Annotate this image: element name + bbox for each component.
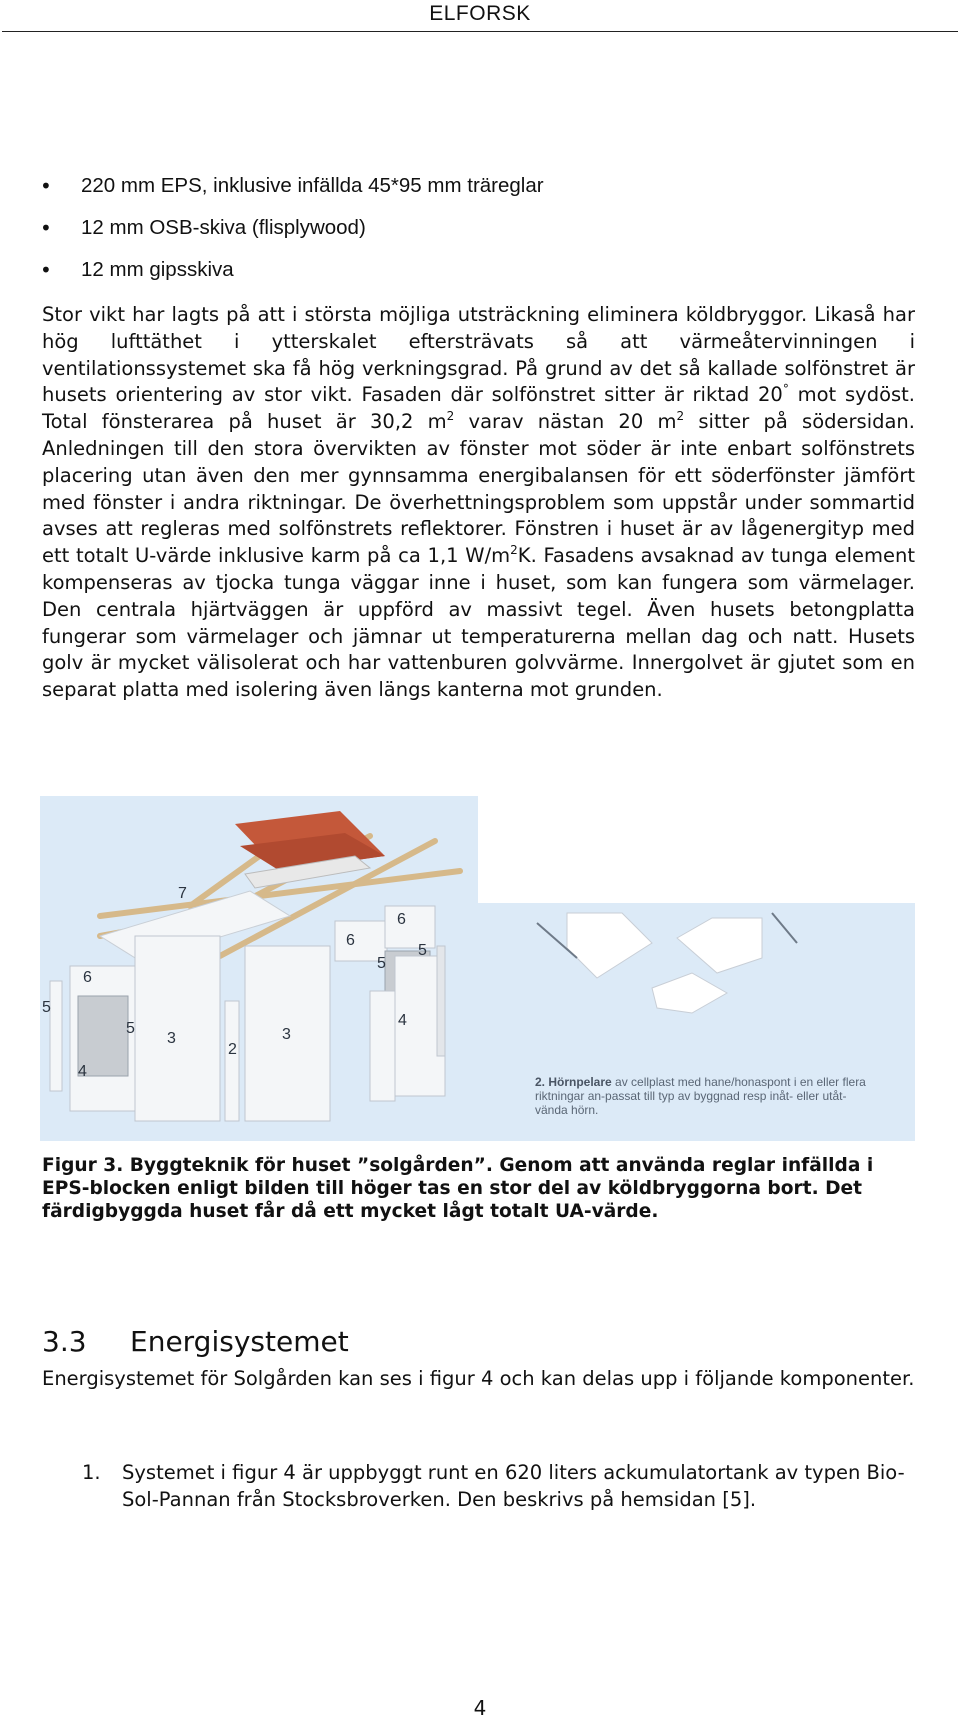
list-item-text: 220 mm EPS, inklusive infällda 45*95 mm träreglar <box>81 174 544 197</box>
figure-label: 6 <box>83 969 92 986</box>
section-title: Energisystemet <box>130 1325 349 1358</box>
superscript: 2 <box>446 409 455 424</box>
figure-label: 4 <box>398 1012 407 1029</box>
superscript: 2 <box>510 543 518 558</box>
header-title: ELFORSK <box>429 2 531 25</box>
body-paragraph: Energisystemet för Solgården kan ses i figur 4 och kan delas upp i följande komponenter. <box>42 1367 915 1390</box>
section-heading <box>42 1325 349 1358</box>
paragraph-text: K. Fasadens avsaknad av tunga element kompenseras av tjocka tunga väggar inne i huset, som kan fungera som värmelager. Den centrala hjärtväggen är uppförd av massivt tegel. Även husets betongplatta fungerar som värmelager och jämnar ut temperaturerna mellan dag och natt. Husets golv är mycket välisolerat och har vattenburen golvvärme. Innergolvet är gjutet som en separat platta med isolering även längs kanterna mot grunden. <box>42 544 915 702</box>
inset-caption-text: av cellplast med hane/honaspont i en eller flera riktningar an-passat till typ av byggnad resp inåt- eller utåt-vända hörn. <box>535 1075 866 1117</box>
superscript: 2 <box>676 409 685 424</box>
paragraph-text: mot sydöst. Total fönsterarea på huset är 30,2 m <box>42 383 916 434</box>
inset-caption-title: 2. Hörnpelare <box>535 1075 612 1089</box>
degree-sign: ° <box>782 382 789 397</box>
figure-label: 3 <box>282 1026 291 1043</box>
figure-label: 5 <box>418 942 427 959</box>
figure-label: 5 <box>42 999 51 1016</box>
page-number: 4 <box>473 1696 487 1720</box>
figure-label: 5 <box>377 955 386 972</box>
figure-label: 6 <box>346 932 355 949</box>
list-item <box>40 216 920 258</box>
list-item-text: 12 mm gipsskiva <box>81 258 234 281</box>
list-item <box>40 258 920 300</box>
list-item-text: Systemet i figur 4 är uppbyggt runt en 620 liters ackumulatortank av typen Bio-Sol-Pannan från Stocksbroverken. Den beskrivs på hemsidan [5]. <box>122 1461 905 1511</box>
list-item <box>40 174 920 216</box>
bullet-icon: • <box>40 174 52 198</box>
bullet-list <box>40 174 920 300</box>
section-number: 3.3 <box>42 1325 87 1358</box>
house-construction-svg <box>40 796 478 1141</box>
figure-caption: Figur 3. Byggteknik för huset ”solgården”. Genom att använda reglar infällda i EPS-blocken enligt bilden till höger tas en stor del av köldbryggorna bort. Det färdigbyggda huset får då ett mycket lågt totalt UA-värde. <box>42 1155 874 1222</box>
figure-label: 4 <box>78 1063 87 1080</box>
paragraph-text: Stor vikt har lagts på att i största möjliga utsträckning eliminera köldbryggor. Likaså har hög lufttäthet i ytterskalet eftersträvats så att värmeåtervinningen i ventilationssystemet ska få hög verkningsgrad. På grund av det så kallade solfönstret är husets orientering av stor vikt. Fasaden där solfönstret sitter är riktad 20 <box>42 303 915 407</box>
bullet-icon: • <box>40 216 52 240</box>
paragraph-text: varav nästan 20 m <box>454 410 677 434</box>
figure-label: 6 <box>397 911 406 928</box>
header-rule <box>2 31 958 32</box>
house-construction-illustration <box>40 796 478 1141</box>
page-header <box>0 0 960 32</box>
figure-label: 2 <box>228 1041 237 1058</box>
figure-inset-caption <box>535 1075 875 1117</box>
paragraph-text: sitter på södersidan. Anledningen till den stora övervikten av fönster mot söder är inte enbart solfönstrets placering utan även den mer gynnsamma energibalansen för ett söderfönster jämfört med fönster i andra riktningar. De överhettningsproblem som uppstår under sommartid avses att regleras med solfönstrets reflektorer. Fönstren i huset är av lågenergityp med ett totalt U-värde inklusive karm på ca 1,1 W/m <box>42 410 915 568</box>
list-item-text: 12 mm OSB-skiva (flisplywood) <box>81 216 366 239</box>
list-item <box>42 1460 922 1514</box>
figure-label: 3 <box>167 1030 176 1047</box>
figure-label: 5 <box>126 1020 135 1037</box>
body-paragraph <box>42 302 915 704</box>
numbered-list <box>42 1460 922 1514</box>
bullet-icon: • <box>40 258 52 282</box>
list-number: 1. <box>82 1461 101 1484</box>
figure-label: 7 <box>178 885 187 902</box>
